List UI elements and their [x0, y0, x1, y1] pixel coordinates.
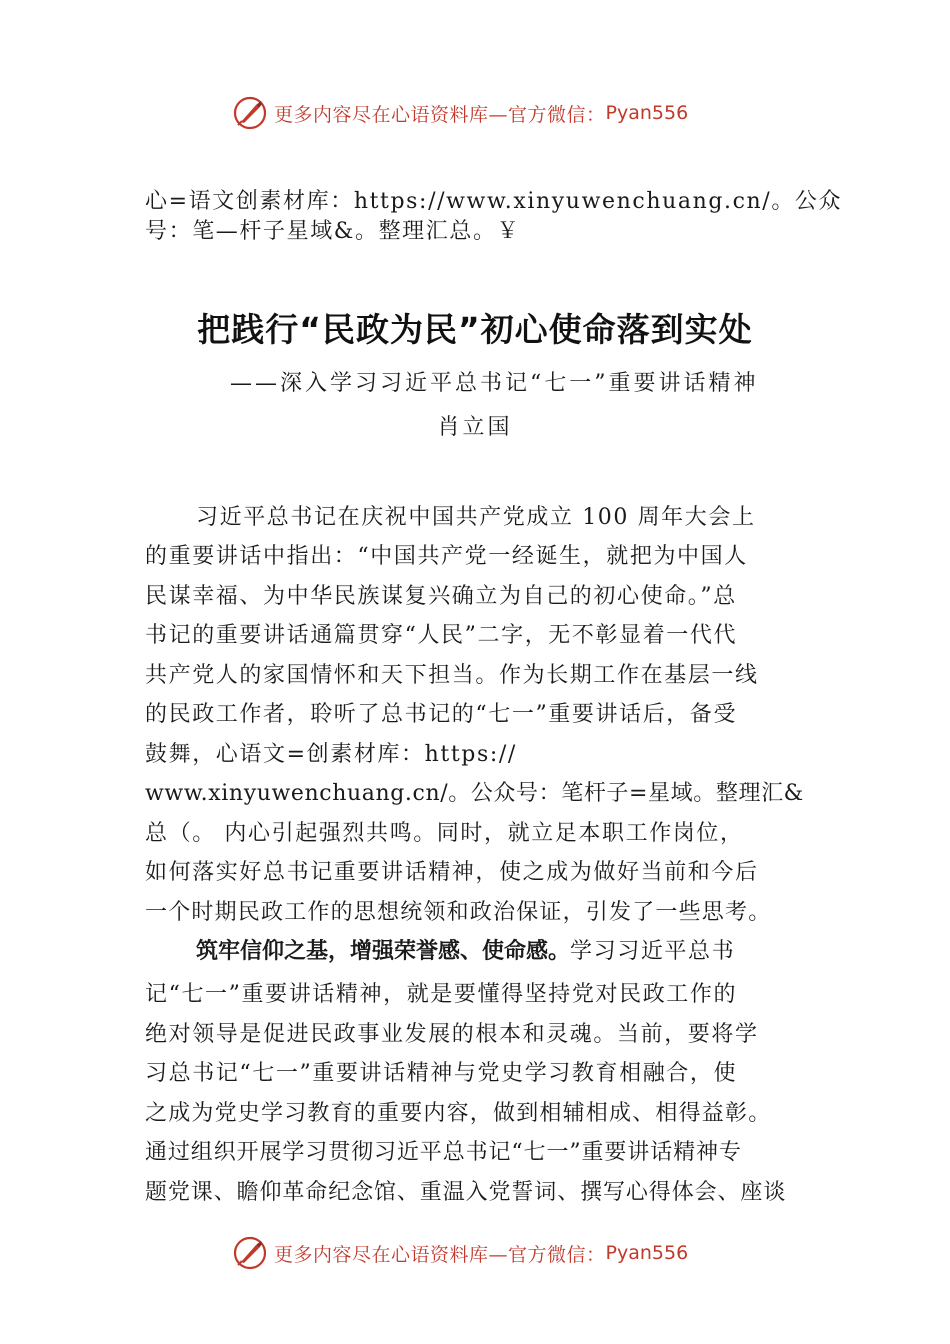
- banner-wechat-id: Pyan556: [605, 102, 689, 124]
- paragraph-text: 学习习近平总书: [570, 939, 736, 964]
- paragraph-line: 习近平总书记在庆祝中国共产党成立 100 周年大会上: [196, 505, 756, 530]
- paragraph-line: 的民政工作者，聆听了总书记的“七一”重要讲话后，备受: [145, 702, 738, 727]
- paragraph-line: 记“七一”重要讲话精神，就是要懂得坚持党对民政工作的: [145, 982, 738, 1007]
- paragraph-line: 鼓舞，心语文=创素材库：https://: [145, 742, 517, 767]
- paragraph-line: 一个时期民政工作的思想统领和政治保证，引发了一些思考。: [145, 900, 772, 925]
- paragraph-line: 习总书记“七一”重要讲话精神与党史学习教育相融合，使: [145, 1061, 738, 1086]
- paragraph-line: 如何落实好总书记重要讲话精神，使之成为做好当前和今后: [145, 860, 759, 885]
- article-author: 肖立国: [437, 415, 513, 440]
- paragraph-line: 的重要讲话中指出：“中国共产党一经诞生，就把为中国人: [145, 544, 748, 569]
- paragraph-line: 民谋幸福、为中华民族谋复兴确立为自己的初心使命。”总: [145, 584, 737, 609]
- banner-text: 更多内容尽在心语资料库—官方微信：: [274, 103, 606, 126]
- paragraph-line: 之成为党史学习教育的重要内容，做到相辅相成、相得益彰。: [145, 1101, 772, 1126]
- intro-note-line: 号：笔—杆子星域&。整理汇总。￥: [145, 219, 521, 244]
- paragraph-line: 书记的重要讲话通篇贯穿“人民”二字，无不彰显着一代代: [145, 623, 738, 648]
- paragraph-line: 通过组织开展学习贯彻习近平总书记“七一”重要讲话精神专: [145, 1140, 742, 1165]
- quill-pen-logo-icon: [232, 95, 268, 131]
- banner-text: 更多内容尽在心语资料库—官方微信：: [274, 1243, 606, 1266]
- article-title: 把践行“民政为民”初心使命落到实处: [197, 310, 753, 349]
- intro-note-line: 心=语文创素材库：https://www.xinyuwenchuang.cn/。公众: [145, 189, 843, 214]
- paragraph-line: 总（。 内心引起强烈共鸣。同时，就立足本职工作岗位，: [145, 821, 744, 846]
- quill-pen-logo-icon: [232, 1235, 268, 1271]
- paragraph-line: 绝对领导是促进民政事业发展的根本和灵魂。当前，要将学: [145, 1022, 759, 1047]
- header-banner: [232, 93, 732, 133]
- paragraph-line: 题党课、瞻仰革命纪念馆、重温入党誓词、撰写心得体会、座谈: [145, 1180, 787, 1205]
- footer-banner: [232, 1233, 732, 1273]
- paragraph-line: www.xinyuwenchuang.cn/。公众号：笔杆子=星域。整理汇&: [145, 781, 804, 806]
- paragraph-bold-lead: 筑牢信仰之基，增强荣誉感、使命感。: [196, 939, 571, 964]
- article-subtitle: ——深入学习习近平总书记“七一”重要讲话精神: [230, 371, 759, 396]
- banner-wechat-id: Pyan556: [605, 1242, 689, 1264]
- paragraph-line: 共产党人的家国情怀和天下担当。作为长期工作在基层一线: [145, 663, 759, 688]
- paragraph-first-line: [196, 938, 735, 966]
